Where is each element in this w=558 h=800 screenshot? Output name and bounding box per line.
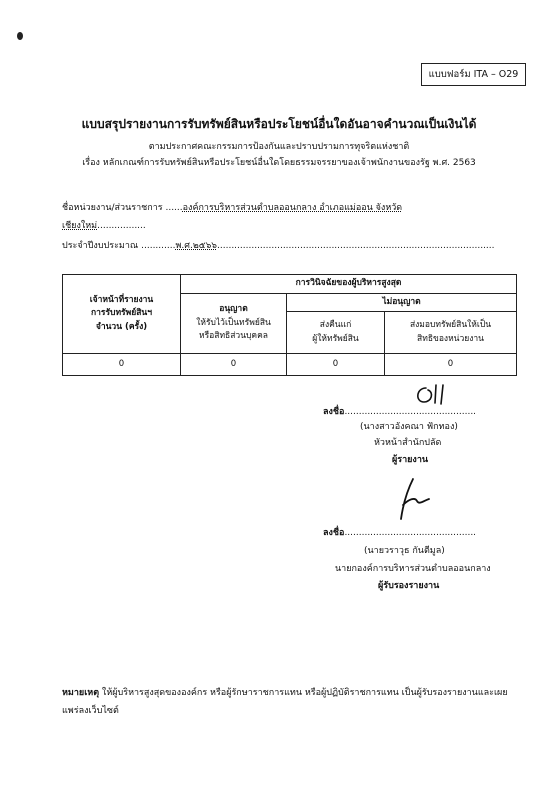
approver-sign-line: ลงชื่อ.............................................. (323, 528, 477, 538)
approver-sign-label: ลงชื่อ (323, 528, 345, 538)
document-title: แบบสรุปรายงานการรับทรัพย์สินหรือประโยชน์อื่นใดอันอาจคำนวณเป็นเงินได้ (81, 117, 477, 131)
form-code: แบบฟอร์ม ITA – O29 (428, 69, 519, 80)
agency-value: องค์การบริหารส่วนตำบลออนกลาง อำเภอแม่ออน จังหวัด (182, 203, 403, 213)
approver-position: นายกองค์การบริหารส่วนตำบลออนกลาง (335, 564, 491, 574)
approver-role: ผู้รับรองรายงาน (378, 581, 440, 591)
header-deny: ไม่อนุญาต (287, 294, 517, 312)
approver-name: (นายวราวุธ กันตีมูล) (364, 546, 445, 556)
subtitle-announcement: ตามประกาศคณะกรรมการป้องกันและปราบปรามการทุจริตแห่งชาติ (148, 142, 410, 152)
agency-line: ชื่อหน่วยงาน/ส่วนราชการ ......องค์การบริหารส่วนตำบลออนกลาง อำเภอแม่ออน จังหวัด (62, 203, 403, 213)
footnote (62, 685, 522, 720)
subtitle-subject: เรื่อง หลักเกณฑ์การรับทรัพย์สินหรือประโยชน์อื่นใดโดยธรรมจรรยาของเจ้าพนักงานของรัฐ พ.ศ. 2563 (82, 158, 476, 168)
header-reporter-count: เจ้าหน้าที่รายงาน การรับทรัพย์สินฯ จำนวน (ครั้ง) (63, 275, 181, 354)
footnote-text: ให้ผู้บริหารสูงสุดขององค์กร หรือผู้รักษาราชการแทน หรือผู้ปฏิบัติราชการแทน เป็นผู้รับรองรายงานและเผยแพร่ลงเว็บไซต์ (62, 688, 508, 716)
header-return-to-giver: ส่งคืนแก่ ผู้ให้ทรัพย์สิน (287, 312, 385, 354)
approver-signature (395, 477, 435, 523)
value-handed-over: 0 (385, 354, 517, 376)
header-hand-to-agency: ส่งมอบทรัพย์สินให้เป็น สิทธิของหน่วยงาน (385, 312, 517, 354)
header-decision: การวินิจฉัยของผู้บริหารสูงสุด (181, 275, 517, 294)
fiscal-year-label: ประจำปีงบประมาณ (62, 241, 139, 251)
fiscal-year-value: พ.ศ.๒๕๖๖ (175, 241, 218, 251)
reporter-sign-label: ลงชื่อ (323, 407, 345, 417)
header-approve: อนุญาต ให้รับไว้เป็นทรัพย์สิน หรือสิทธิส่วนบุคคล (181, 294, 287, 354)
reporter-position: หัวหน้าสำนักปลัด (374, 438, 442, 448)
value-returned: 0 (287, 354, 385, 376)
fiscal-year-line: ประจำปีงบประมาณ ............พ.ศ.๒๕๖๖................................................................................................. (62, 241, 495, 251)
reporter-role: ผู้รายงาน (392, 455, 429, 465)
form-code-box (421, 63, 526, 86)
value-reports: 0 (63, 354, 181, 376)
agency-line-cont: เชียงใหม่................. (62, 221, 146, 231)
punch-hole-mark (17, 32, 23, 40)
agency-label: ชื่อหน่วยงาน/ส่วนราชการ (62, 203, 163, 213)
agency-value-cont: เชียงใหม่ (62, 221, 98, 231)
footnote-label: หมายเหตุ (62, 688, 100, 698)
reporter-sign-line: ลงชื่อ.............................................. (323, 407, 477, 417)
reporter-name: (นางสาวอังคณา ฟักทอง) (360, 422, 458, 432)
value-approved: 0 (181, 354, 287, 376)
summary-table (62, 274, 517, 376)
